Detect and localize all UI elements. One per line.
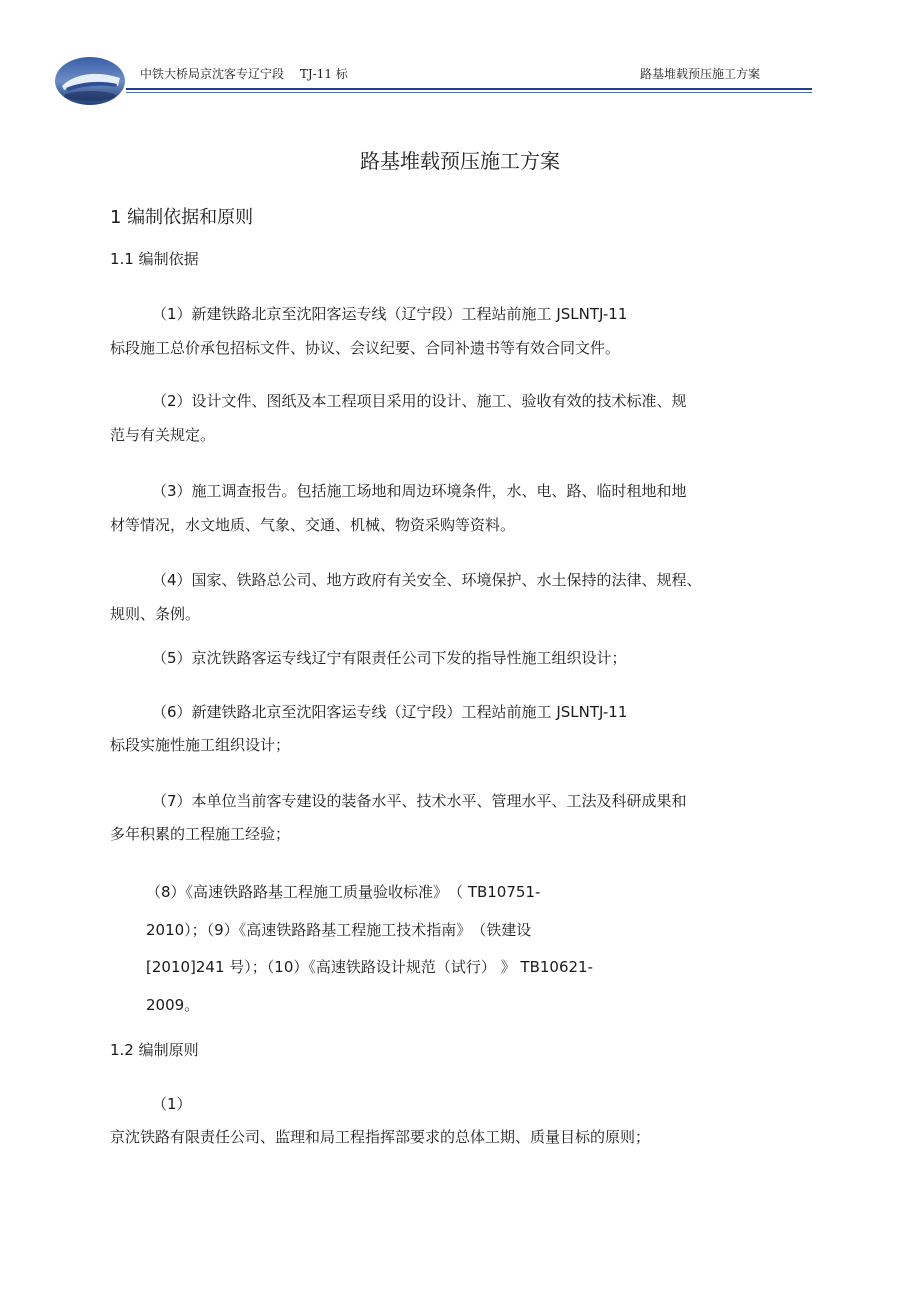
- item-7-line-1: （7）本单位当前客专建设的装备水平、技术水平、管理水平、工法及科研成果和: [152, 792, 687, 810]
- company-logo: [54, 56, 126, 106]
- subsection-heading-2: 1.2 编制原则: [110, 1041, 199, 1059]
- principle-1-line-2: 京沈铁路有限责任公司、监理和局工程指挥部要求的总体工期、质量目标的原则；: [110, 1128, 651, 1146]
- header-doc-title: 路基堆载预压施工方案: [640, 67, 761, 81]
- item-6-line-1: （6）新建铁路北京至沈阳客运专线（辽宁段）工程站前施工 JSLNTJ-11: [152, 703, 628, 721]
- item-3-line-1: （3）施工调查报告。包括施工场地和周边环境条件，水、电、路、临时租地和地: [152, 482, 687, 500]
- item-8-line-4: 2009。: [146, 996, 200, 1014]
- item-8-line-1: （8）《高速铁路路基工程施工质量验收标准》 （ TB10751-: [146, 883, 541, 901]
- item-7-line-2: 多年积累的工程施工经验；: [110, 825, 291, 843]
- item-2-line-2: 范与有关规定。: [110, 426, 216, 444]
- header-rule-thin: [126, 92, 812, 93]
- item-1-line-1: （1）新建铁路北京至沈阳客运专线（辽宁段）工程站前施工 JSLNTJ-11: [152, 305, 628, 323]
- item-4-line-2: 规则、条例。: [110, 605, 201, 623]
- item-5-line-1: （5）京沈铁路客运专线辽宁有限责任公司下发的指导性施工组织设计；: [152, 649, 627, 667]
- subsection-heading: 1.1 编制依据: [110, 250, 199, 268]
- item-6-line-2: 标段实施性施工组织设计；: [110, 736, 291, 754]
- principle-1-line-1: （1）: [152, 1095, 192, 1113]
- item-8-line-2: 2010）；（9）《高速铁路路基工程施工技术指南》 （铁建设: [146, 921, 532, 939]
- header-project-label: 中铁大桥局京沈客专辽宁段 TJ-11 标: [140, 67, 348, 81]
- section-heading: 1 编制依据和原则: [110, 207, 254, 228]
- item-3-line-2: 材等情况，水文地质、气象、交通、机械、物资采购等资料。: [110, 516, 516, 534]
- item-2-line-1: （2）设计文件、图纸及本工程项目采用的设计、施工、验收有效的技术标准、规: [152, 392, 687, 410]
- item-1-line-2: 标段施工总价承包招标文件、协议、会议纪要、合同补遗书等有效合同文件。: [110, 339, 621, 357]
- item-4-line-1: （4）国家、铁路总公司、地方政府有关安全、环境保护、水土保持的法律、规程、: [152, 571, 702, 589]
- item-8-line-3: [2010]241 号）；（10）《高速铁路设计规范（试行） 》 TB10621-: [146, 958, 593, 976]
- page-title: 路基堆载预压施工方案: [360, 149, 560, 173]
- header-rule: [126, 88, 812, 90]
